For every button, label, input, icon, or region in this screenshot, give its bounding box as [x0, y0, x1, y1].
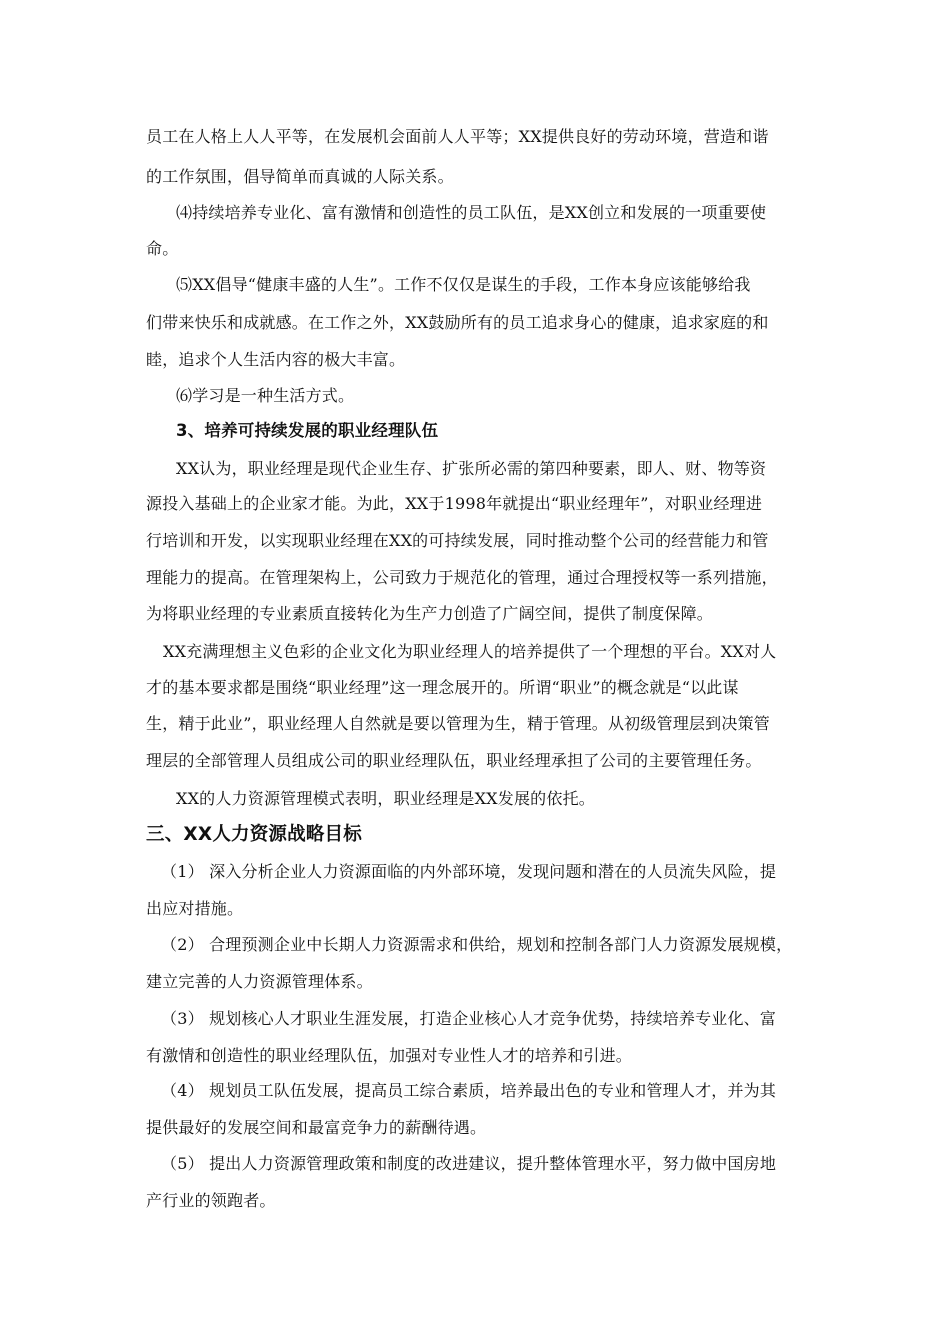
paragraph-line: 命。	[146, 239, 179, 258]
list-item-line: （2） 合理预测企业中长期人力资源需求和供给，规划和控制各部门人力资源发展规模，	[161, 935, 793, 954]
section-heading: 3、培养可持续发展的职业经理队伍	[176, 421, 439, 440]
chapter-heading: 三、XX人力资源战略目标	[146, 824, 362, 845]
paragraph-line: XX充满理想主义色彩的企业文化为职业经理人的培养提供了一个理想的平台。XX对人	[163, 642, 777, 661]
list-item-line: 建立完善的人力资源管理体系。	[146, 972, 373, 991]
paragraph-line: ⑹学习是一种生活方式。	[176, 386, 355, 405]
list-item-line: 产行业的领跑者。	[146, 1191, 276, 1210]
paragraph-line: 理层的全部管理人员组成公司的职业经理队伍，职业经理承担了公司的主要管理任务。	[146, 751, 762, 770]
paragraph-line: 生，精于此业”，职业经理人自然就是要以管理为生，精于管理。从初级管理层到决策管	[146, 714, 770, 733]
paragraph-line: 为将职业经理的专业素质直接转化为生产力创造了广阔空间，提供了制度保障。	[146, 604, 714, 623]
paragraph-line: 理能力的提高。在管理架构上，公司致力于规范化的管理，通过合理授权等一系列措施，	[146, 568, 778, 587]
paragraph-line: 员工在人格上人人平等，在发展机会面前人人平等；XX提供良好的劳动环境，营造和谐	[146, 127, 769, 146]
paragraph-line: 的工作氛围，倡导简单而真诚的人际关系。	[146, 167, 454, 186]
paragraph-line: XX的人力资源管理模式表明，职业经理是XX发展的依托。	[176, 789, 595, 808]
list-item-line: 有激情和创造性的职业经理队伍，加强对专业性人才的培养和引进。	[146, 1046, 633, 1065]
list-item-line: （1） 深入分析企业人力资源面临的内外部环境，发现问题和潜在的人员流失风险，提	[161, 862, 777, 881]
paragraph-line: 们带来快乐和成就感。在工作之外，XX鼓励所有的员工追求身心的健康，追求家庭的和	[146, 313, 769, 332]
paragraph-line: 源投入基础上的企业家才能。为此，XX于1998年就提出“职业经理年”，对职业经理进	[146, 494, 763, 513]
list-item-line: （4） 规划员工队伍发展，提高员工综合素质，培养最出色的专业和管理人才，并为其	[161, 1081, 777, 1100]
list-item-line: （3） 规划核心人才职业生涯发展，打造企业核心人才竞争优势，持续培养专业化、富	[161, 1009, 777, 1028]
list-item-line: （5） 提出人力资源管理政策和制度的改进建议，提升整体管理水平，努力做中国房地	[161, 1154, 777, 1173]
paragraph-line: 睦，追求个人生活内容的极大丰富。	[146, 350, 406, 369]
paragraph-line: 行培训和开发，以实现职业经理在XX的可持续发展，同时推动整个公司的经营能力和管	[146, 531, 769, 550]
paragraph-line: XX认为，职业经理是现代企业生存、扩张所必需的第四种要素，即人、财、物等资	[176, 459, 767, 478]
paragraph-line: ⑸XX倡导“健康丰盛的人生”。工作不仅仅是谋生的手段，工作本身应该能够给我	[176, 275, 751, 294]
list-item-line: 提供最好的发展空间和最富竞争力的薪酬待遇。	[146, 1118, 487, 1137]
list-item-line: 出应对措施。	[146, 899, 244, 918]
paragraph-line: ⑷持续培养专业化、富有激情和创造性的员工队伍，是XX创立和发展的一项重要使	[176, 203, 767, 222]
paragraph-line: 才的基本要求都是围绕“职业经理”这一理念展开的。所谓“职业”的概念就是“以此谋	[146, 678, 739, 697]
